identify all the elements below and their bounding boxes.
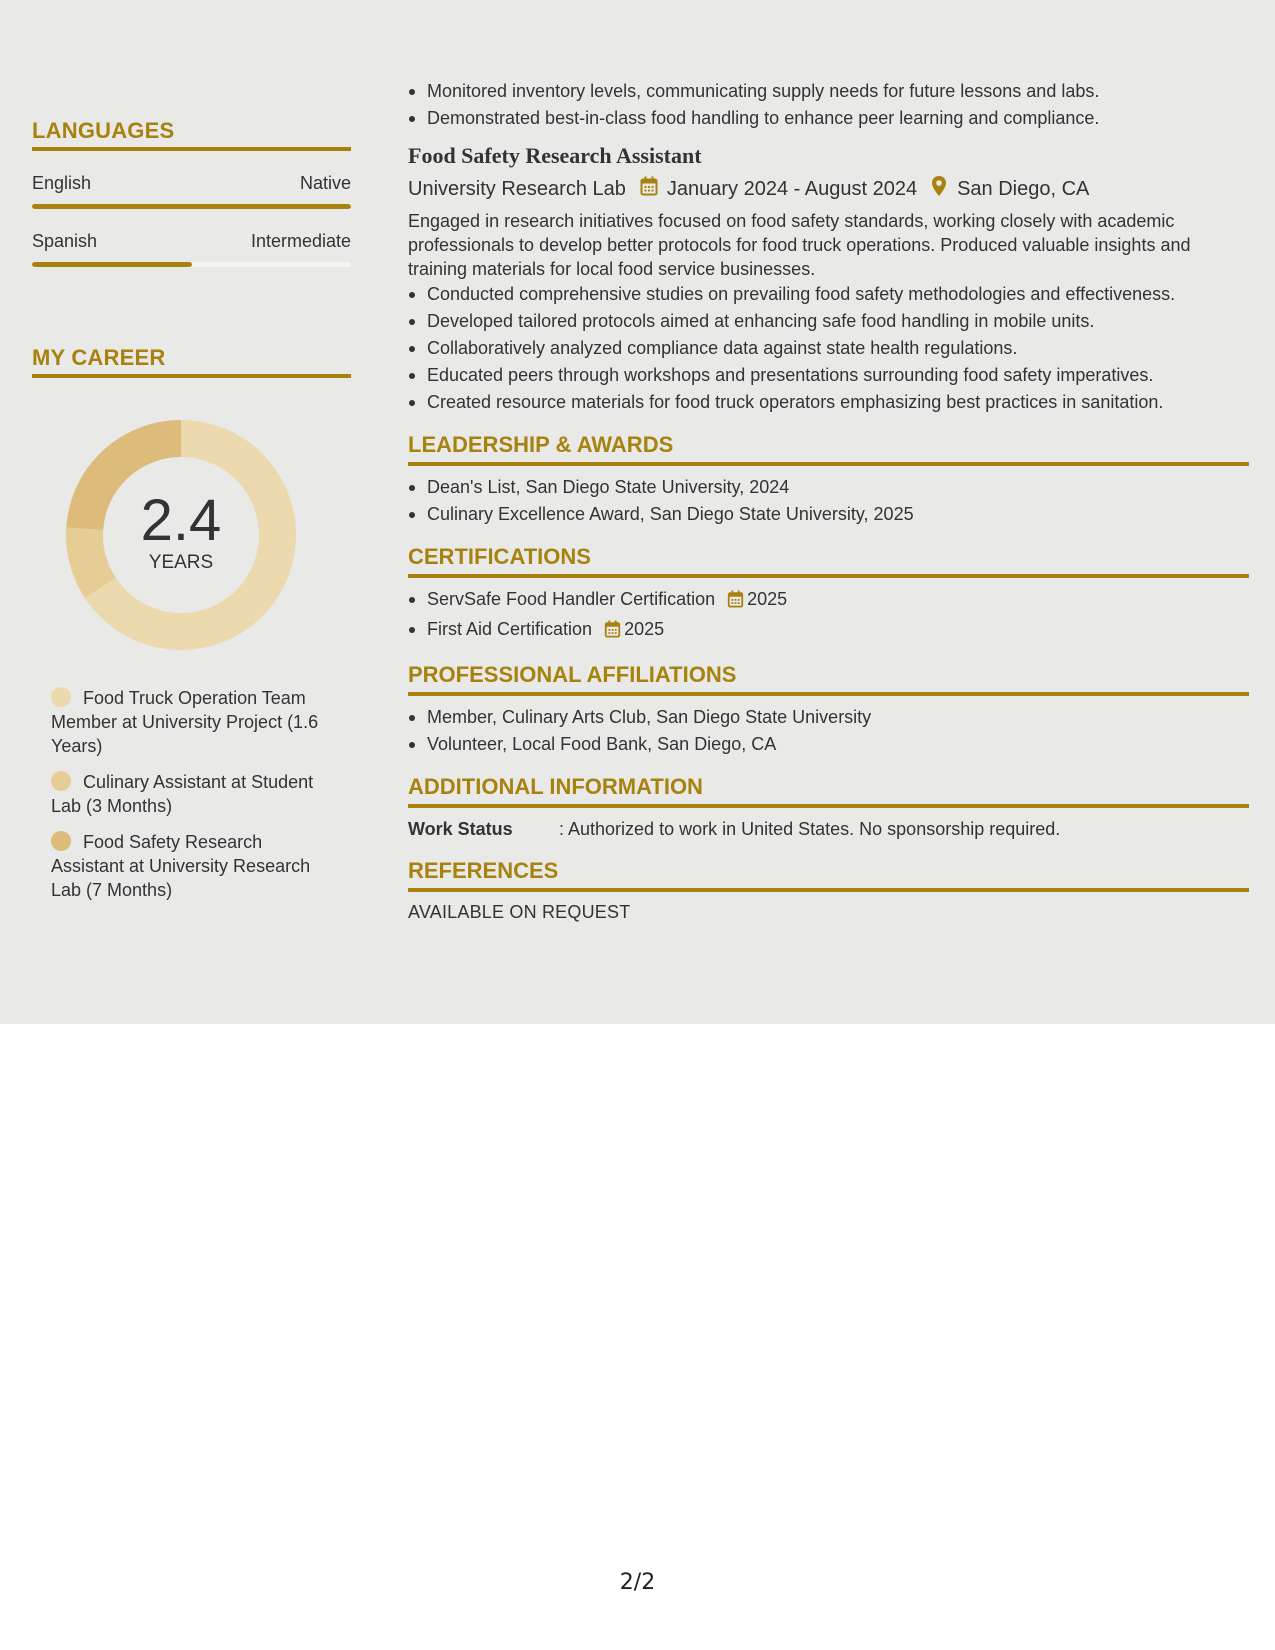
language-proficiency-fill — [32, 204, 351, 209]
career-legend — [32, 686, 322, 902]
legend-item — [51, 830, 322, 902]
job-dates: January 2024 - August 2024 — [666, 177, 918, 200]
work-status-label: Work Status — [408, 819, 513, 839]
language-level: Intermediate — [250, 231, 351, 251]
language-item-spanish — [32, 231, 351, 267]
certifications-heading: CERTIFICATIONS — [408, 544, 1249, 578]
certification-year: 2025 — [747, 589, 788, 609]
list-item: Created resource materials for food truck operators emphasizing best practices in sanitation. — [408, 389, 1249, 416]
career-donut-chart — [66, 420, 296, 650]
calendar-icon — [727, 589, 744, 616]
legend-item — [51, 770, 322, 818]
list-item: Conducted comprehensive studies on prevailing food safety methodologies and effectiveness. — [408, 281, 1249, 308]
list-item: Educated peers through workshops and presentations surrounding food safety imperatives. — [408, 362, 1249, 389]
certification-name: First Aid Certification — [427, 619, 593, 639]
certifications-list — [408, 586, 1249, 646]
job-bullets — [408, 281, 1249, 416]
legend-item — [51, 686, 322, 758]
left-column — [32, 118, 351, 914]
list-item: Volunteer, Local Food Bank, San Diego, CA — [408, 731, 1249, 758]
language-name: English — [32, 173, 92, 193]
list-item: Culinary Excellence Award, San Diego State University, 2025 — [408, 501, 1249, 528]
references-text: AVAILABLE ON REQUEST — [408, 902, 631, 922]
affiliations-list — [408, 704, 1249, 758]
job-location: San Diego, CA — [957, 177, 1090, 200]
job-company: University Research Lab — [408, 177, 626, 200]
language-proficiency-bar — [32, 262, 351, 267]
language-proficiency-bar — [32, 204, 351, 209]
legend-dot — [51, 831, 71, 851]
awards-list — [408, 474, 1249, 528]
language-level: Native — [299, 173, 351, 193]
language-proficiency-fill — [32, 262, 192, 267]
legend-label: Food Truck Operation Team Member at University Project (1.6 Years) — [51, 688, 319, 756]
work-status-value: : Authorized to work in United States. No sponsorship required. — [559, 819, 1061, 839]
legend-dot — [51, 771, 71, 791]
job-meta — [408, 175, 1249, 203]
affiliations-heading: PROFESSIONAL AFFILIATIONS — [408, 662, 1249, 696]
career-total-unit: YEARS — [148, 552, 214, 573]
location-pin-icon — [931, 175, 947, 203]
languages-heading: LANGUAGES — [32, 118, 351, 151]
certification-year: 2025 — [624, 619, 665, 639]
certification-name: ServSafe Food Handler Certification — [427, 589, 716, 609]
calendar-icon — [604, 619, 621, 646]
job-title: Food Safety Research Assistant — [408, 143, 702, 168]
awards-heading: LEADERSHIP & AWARDS — [408, 432, 1249, 466]
list-item: Dean's List, San Diego State University, 2024 — [408, 474, 1249, 501]
list-item: Demonstrated best-in-class food handling to enhance peer learning and compliance. — [408, 105, 1249, 132]
calendar-icon — [640, 176, 658, 202]
legend-label: Culinary Assistant at Student Lab (3 Months) — [51, 772, 314, 816]
list-item — [408, 616, 1249, 646]
list-item: Monitored inventory levels, communicating supply needs for future lessons and labs. — [408, 78, 1249, 105]
language-item-english — [32, 173, 351, 209]
list-item: Member, Culinary Arts Club, San Diego State University — [408, 704, 1249, 731]
language-name: Spanish — [32, 231, 98, 251]
list-item: Collaboratively analyzed compliance data against state health regulations. — [408, 335, 1249, 362]
additional-info-heading: ADDITIONAL INFORMATION — [408, 774, 1249, 808]
page-number: 2/2 — [619, 1570, 656, 1595]
references-heading: REFERENCES — [408, 858, 1249, 892]
right-column — [408, 78, 1249, 923]
legend-label: Food Safety Research Assistant at University Research Lab (7 Months) — [51, 832, 311, 900]
legend-dot — [51, 687, 71, 707]
list-item: Developed tailored protocols aimed at enhancing safe food handling in mobile units. — [408, 308, 1249, 335]
job-description: Engaged in research initiatives focused on food safety standards, working closely with academic professionals to develop better protocols for food truck operations. Produced valuable insights and training materials for local food service businesses. — [408, 211, 1191, 279]
list-item — [408, 586, 1249, 616]
career-heading: MY CAREER — [32, 345, 351, 378]
career-total-value: 2.4 — [140, 488, 222, 553]
work-status-row — [408, 816, 1249, 842]
previous-job-bullets — [408, 78, 1249, 132]
